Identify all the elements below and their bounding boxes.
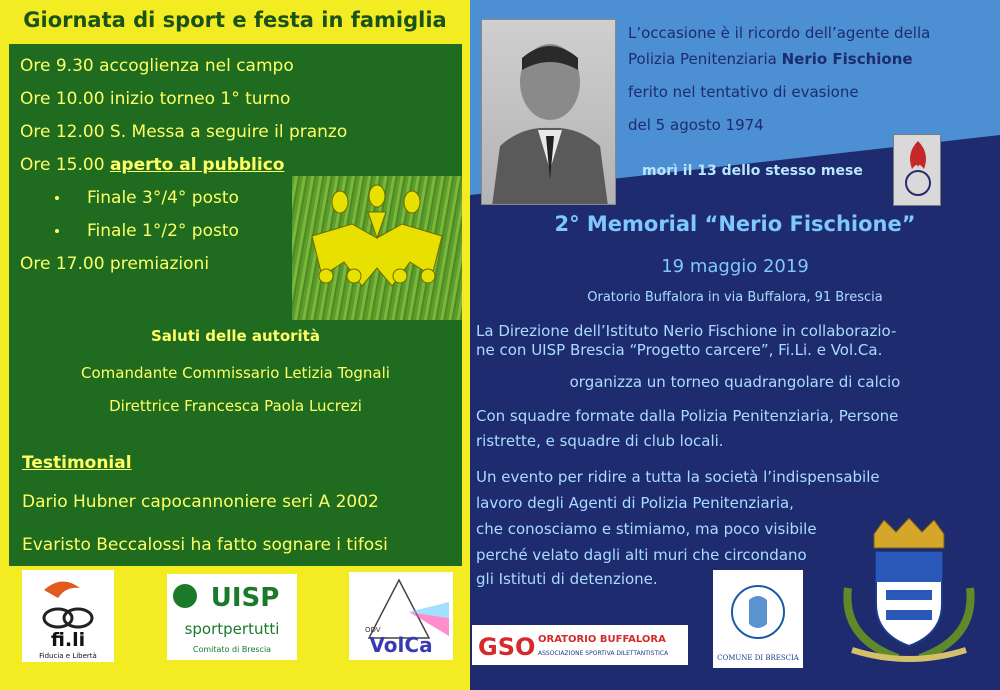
memorial-title: 2° Memorial “Nerio Fischione” [554, 212, 916, 236]
gso-line2: ASSOCIAZIONE SPORTIVA DILETTANTISTICA [538, 650, 669, 657]
testimonial-line: Evaristo Beccalossi ha fatto sognare i tifosi [22, 535, 388, 555]
teams-line: Con squadre formate dalla Polizia Penitenziaria, Persone [476, 407, 899, 425]
intro-line [628, 50, 913, 68]
intro-name: Nerio Fischione [781, 50, 913, 68]
fili-name: fi.li [50, 629, 86, 651]
memorial-date: 19 maggio 2019 [661, 256, 809, 277]
event-line: che conosciamo e stimiamo, ma poco visibile [476, 520, 817, 538]
intro-line: ferito nel tentativo di evasione [628, 83, 859, 101]
gso-name: GSO [478, 633, 536, 661]
greeting-line: Direttrice Francesca Paola Lucrezi [109, 397, 362, 415]
left-title: Giornata di sport e festa in famiglia [23, 8, 447, 32]
grass-football-illustration [292, 176, 462, 320]
testimonial-line: Dario Hubner capocannoniere seri A 2002 [22, 492, 379, 512]
greeting-line: Comandante Commissario Letizia Tognali [81, 364, 390, 382]
gso-logo [472, 625, 688, 665]
event-line: lavoro degli Agenti di Polizia Penitenziaria, [476, 494, 794, 512]
died-text: morì il 13 dello stesso mese [642, 163, 863, 179]
comune-brescia-logo [713, 570, 803, 668]
fili-sub: Fiducia e Libertà [39, 652, 97, 660]
event-line: Un evento per ridire a tutta la società l’indispensabile [476, 468, 880, 486]
police-emblem [893, 134, 941, 206]
uisp-name: UISP [210, 583, 280, 613]
final-item [55, 188, 239, 208]
gso-line1: ORATORIO BUFFALORA [538, 634, 666, 645]
portrait-photo [481, 19, 616, 205]
schedule-item: Ore 9.30 accoglienza nel campo [20, 56, 294, 76]
intro-line: del 5 agosto 1974 [628, 116, 764, 134]
teams-line: ristrette, e squadre di club locali. [476, 432, 724, 450]
uisp-logo [167, 574, 297, 660]
uisp-sub: sportpertutti [184, 620, 280, 638]
greetings-title: Saluti delle autorità [151, 327, 320, 345]
event-line: gli Istituti di detenzione. [476, 570, 658, 588]
schedule-item-open [20, 155, 284, 175]
schedule-item: Ore 12.00 S. Messa a seguire il pranzo [20, 122, 348, 142]
open-highlight: aperto al pubblico [109, 155, 285, 175]
volca-name: VolCa [369, 633, 433, 657]
intro-text: Polizia Penitenziaria [628, 50, 777, 68]
tournament-line: organizza un torneo quadrangolare di calcio [569, 373, 901, 391]
uisp-sub2: Comitato di Brescia [192, 645, 272, 654]
description-line: ne con UISP Brescia “Progetto carcere”, Fi.Li. e Vol.Ca. [476, 341, 883, 359]
volca-logo [349, 572, 453, 660]
fili-logo [22, 570, 114, 662]
final-item [55, 221, 239, 241]
yellow-figures-icon [292, 176, 462, 320]
final-label: Finale 3°/4° posto [87, 188, 239, 208]
testimonial-title: Testimonial [22, 453, 132, 473]
schedule-item-awards: Ore 17.00 premiazioni [20, 254, 210, 274]
description-line: La Direzione dell’Istituto Nerio Fischione in collaborazio- [476, 322, 897, 340]
open-time: Ore 15.00 [20, 155, 110, 175]
memorial-place: Oratorio Buffalora in via Buffalora, 91 Brescia [587, 290, 883, 305]
final-label: Finale 1°/2° posto [87, 221, 239, 241]
schedule-item: Ore 10.00 inizio torneo 1° turno [20, 89, 291, 109]
event-line: perché velato dagli alti muri che circondano [476, 546, 807, 564]
bullet-icon [55, 196, 59, 200]
coat-of-arms [838, 518, 980, 668]
bullet-icon [55, 229, 59, 233]
comune-name: COMUNE DI BRESCIA [717, 654, 799, 662]
volca-odv: ODV [365, 626, 381, 634]
intro-line: L’occasione è il ricordo dell’agente della [628, 24, 931, 42]
